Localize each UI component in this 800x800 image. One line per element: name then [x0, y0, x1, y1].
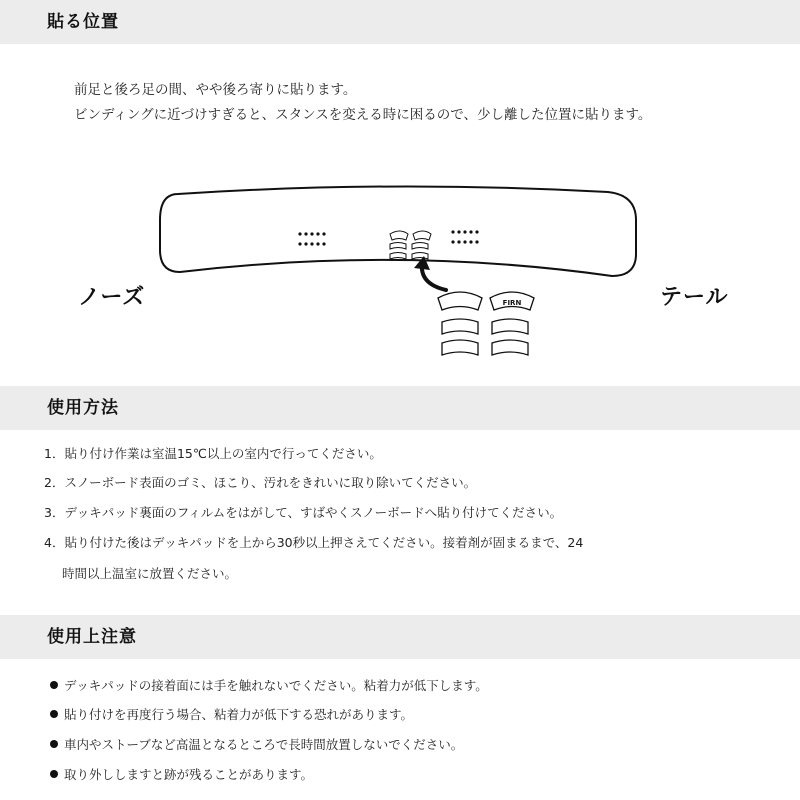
usage-step-continuation: 時間以上温室に放置ください。 [62, 566, 238, 581]
usage-step: 3．デッキパッド裏面のフィルムをはがして、すばやくスノーボードへ貼り付けてください。 [44, 505, 563, 520]
bullet-icon [50, 681, 58, 689]
placement-description-line2: ビンディングに近づけすぎると、スタンスを変える時に困るので、少し離した位置に貼ります。 [74, 107, 652, 123]
caution-text: デッキパッドの接着面には手を触れないでください。粘着力が低下します。 [64, 678, 488, 693]
snowboard-diagram [150, 180, 650, 360]
caution-title: 使用上注意 [47, 627, 137, 647]
caution-text: 貼り付けを再度行う場合、粘着力が低下する恐れがあります。 [64, 707, 414, 722]
placement-header [0, 0, 800, 44]
caution-text: 取り外ししますと跡が残ることがあります。 [64, 767, 314, 782]
usage-step: 4．貼り付けた後はデッキパッドを上から30秒以上押さえてください。接着剤が固まるまで、24 [44, 535, 584, 550]
usage-step: 1．貼り付け作業は室温15℃以上の室内で行ってください。 [44, 446, 382, 461]
usage-step: 2．スノーボード表面のゴミ、ほこり、汚れをきれいに取り除いてください。 [44, 475, 477, 490]
placement-title: 貼る位置 [47, 12, 119, 32]
usage-title: 使用方法 [47, 398, 119, 418]
deck-pad-brand: FIRN [502, 299, 522, 307]
bullet-icon [50, 740, 58, 748]
usage-header [0, 386, 800, 430]
nose-label: ノーズ [78, 285, 146, 310]
snowboard-illustration [150, 180, 650, 360]
bullet-icon [50, 710, 58, 718]
caution-header [0, 615, 800, 659]
placement-description-line1: 前足と後ろ足の間、やや後ろ寄りに貼ります。 [74, 82, 357, 98]
tail-label: テール [660, 285, 729, 310]
caution-text: 車内やストーブなど高温となるところで長時間放置しないでください。 [64, 737, 464, 752]
bullet-icon [50, 770, 58, 778]
